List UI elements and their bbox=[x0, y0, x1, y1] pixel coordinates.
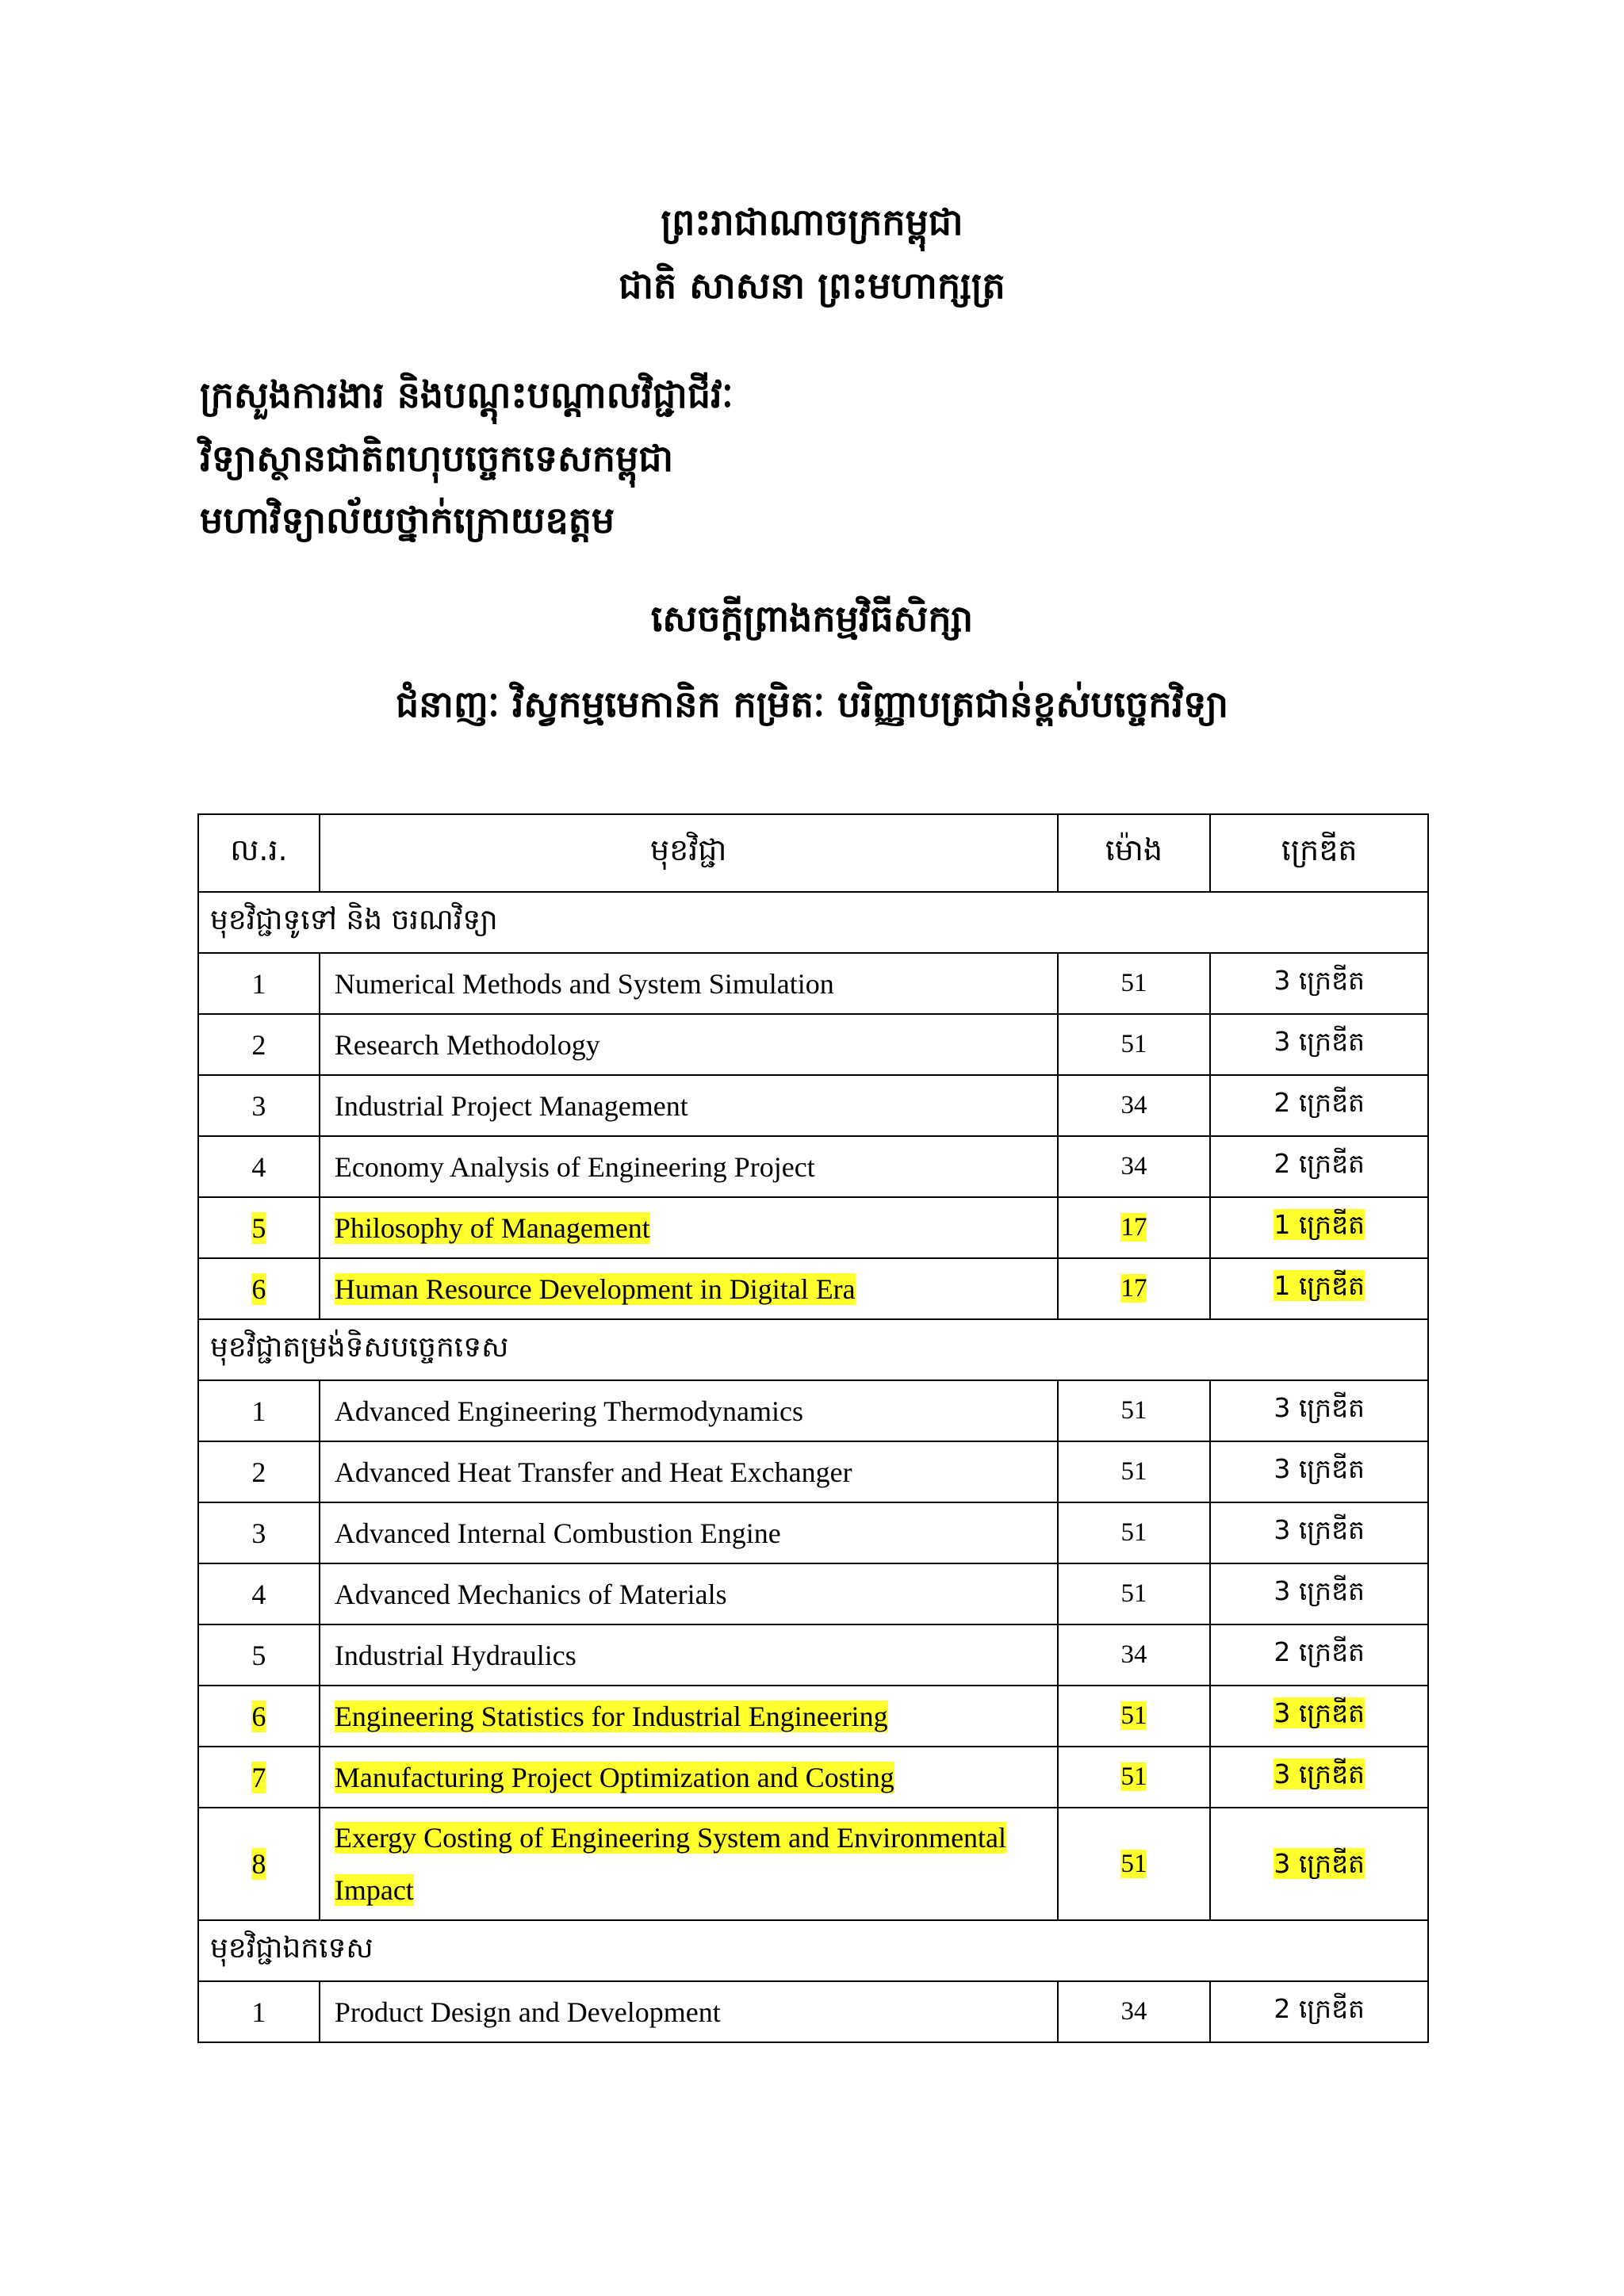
document-title: សេចក្ដីព្រាងកម្មវិធីសិក្សា bbox=[650, 597, 974, 640]
credits-value: 3 ក្រេឌីត bbox=[1274, 1575, 1365, 1606]
credits-value-cell bbox=[1210, 1563, 1428, 1624]
hours-value: 51 bbox=[1120, 1850, 1147, 1878]
credits-value-cell bbox=[1210, 1136, 1428, 1197]
credits-value-cell bbox=[1210, 1197, 1428, 1258]
motto-heading: ជាតិ សាសនា ព្រះមហាក្សត្រ bbox=[619, 264, 1005, 307]
row-number-cell bbox=[198, 1075, 320, 1136]
table-row bbox=[198, 1441, 1428, 1502]
subject-name-cell bbox=[320, 1981, 1058, 2042]
curriculum-table bbox=[197, 813, 1429, 2043]
subject-name: Advanced Heat Transfer and Heat Exchanger bbox=[334, 1456, 852, 1488]
table-row bbox=[198, 1075, 1428, 1136]
column-header-credits: ក្រេឌីត bbox=[1210, 814, 1428, 892]
credits-value-cell bbox=[1210, 1747, 1428, 1808]
table-row bbox=[198, 1624, 1428, 1686]
subject-name: Industrial Hydraulics bbox=[334, 1639, 576, 1671]
row-number-cell bbox=[198, 1380, 320, 1441]
row-number: 4 bbox=[251, 1578, 266, 1610]
hours-value-cell bbox=[1058, 1502, 1211, 1563]
section-row bbox=[198, 1319, 1428, 1380]
hours-value-cell bbox=[1058, 1981, 1211, 2042]
section-row bbox=[198, 1920, 1428, 1981]
subject-name-cell bbox=[320, 1563, 1058, 1624]
hours-value: 34 bbox=[1120, 1091, 1147, 1119]
subject-name: Advanced Engineering Thermodynamics bbox=[334, 1395, 803, 1427]
row-number-cell bbox=[198, 1808, 320, 1920]
table-row bbox=[198, 1808, 1428, 1920]
row-number: 7 bbox=[251, 1761, 266, 1793]
subject-name: Human Resource Development in Digital Era bbox=[334, 1272, 856, 1305]
subject-name: Economy Analysis of Engineering Project bbox=[334, 1150, 815, 1183]
credits-value-cell bbox=[1210, 1075, 1428, 1136]
credits-value: 2 ក្រេឌីត bbox=[1274, 1992, 1365, 2024]
row-number-cell bbox=[198, 953, 320, 1014]
credits-value: 3 ក្រេឌីត bbox=[1274, 1697, 1365, 1728]
subject-name-cell bbox=[320, 953, 1058, 1014]
credits-value-cell bbox=[1210, 1624, 1428, 1686]
row-number: 1 bbox=[251, 967, 266, 1000]
subject-name-cell bbox=[320, 1686, 1058, 1747]
subject-name: Advanced Mechanics of Materials bbox=[334, 1578, 727, 1610]
table-row bbox=[198, 1380, 1428, 1441]
subject-name-cell bbox=[320, 1258, 1058, 1319]
subject-name-cell bbox=[320, 1502, 1058, 1563]
table-row bbox=[198, 1197, 1428, 1258]
credits-value: 3 ក្រេឌីត bbox=[1274, 1391, 1365, 1423]
hours-value-cell bbox=[1058, 1075, 1211, 1136]
hours-value-cell bbox=[1058, 1136, 1211, 1197]
row-number: 6 bbox=[251, 1272, 266, 1305]
hours-value: 51 bbox=[1120, 1579, 1147, 1608]
table-row bbox=[198, 1747, 1428, 1808]
hours-value-cell bbox=[1058, 953, 1211, 1014]
subject-name-cell bbox=[320, 1197, 1058, 1258]
table-row bbox=[198, 953, 1428, 1014]
credits-value-cell bbox=[1210, 1441, 1428, 1502]
hours-value-cell bbox=[1058, 1014, 1211, 1075]
row-number: 1 bbox=[251, 1395, 266, 1427]
credits-value: 2 ក្រេឌីត bbox=[1274, 1086, 1365, 1118]
subject-name: Numerical Methods and System Simulation bbox=[334, 967, 834, 1000]
row-number: 5 bbox=[251, 1211, 266, 1244]
hours-value-cell bbox=[1058, 1197, 1211, 1258]
subject-name-cell bbox=[320, 1441, 1058, 1502]
column-header-subject: មុខវិជ្ជា bbox=[320, 814, 1058, 892]
subject-name: Product Design and Development bbox=[334, 1996, 721, 2028]
hours-value-cell bbox=[1058, 1441, 1211, 1502]
subject-name-cell bbox=[320, 1014, 1058, 1075]
subject-name: Philosophy of Management bbox=[334, 1211, 650, 1244]
credits-value: 1 ក្រេឌីត bbox=[1274, 1269, 1365, 1301]
row-number-cell bbox=[198, 1686, 320, 1747]
credits-value: 3 ក្រេឌីត bbox=[1274, 1848, 1365, 1879]
section-row bbox=[198, 892, 1428, 953]
hours-value: 51 bbox=[1120, 1762, 1147, 1791]
row-number: 3 bbox=[251, 1089, 266, 1122]
credits-value: 2 ក្រេឌីត bbox=[1274, 1636, 1365, 1667]
hours-value: 51 bbox=[1120, 1030, 1147, 1058]
row-number-cell bbox=[198, 1502, 320, 1563]
subject-name: Exergy Costing of Engineering System and Environmental Impact bbox=[334, 1822, 1007, 1906]
credits-value-cell bbox=[1210, 1502, 1428, 1563]
row-number: 3 bbox=[251, 1517, 266, 1549]
ministry-name: ក្រសួងការងារ និងបណ្ដុះបណ្ដាលវិជ្ជាជីវៈ bbox=[200, 373, 733, 416]
row-number-cell bbox=[198, 1441, 320, 1502]
credits-value: 3 ក្រេឌីត bbox=[1274, 964, 1365, 996]
row-number-cell bbox=[198, 1197, 320, 1258]
hours-value: 51 bbox=[1120, 1518, 1147, 1547]
table-row bbox=[198, 1258, 1428, 1319]
hours-value-cell bbox=[1058, 1380, 1211, 1441]
table-row bbox=[198, 1563, 1428, 1624]
hours-value: 51 bbox=[1120, 1701, 1147, 1730]
subject-name-cell bbox=[320, 1747, 1058, 1808]
credits-value: 1 ក្រេឌីត bbox=[1274, 1208, 1365, 1240]
credits-value: 3 ក្រេឌីត bbox=[1274, 1025, 1365, 1057]
subject-name-cell bbox=[320, 1136, 1058, 1197]
subject-name: Advanced Internal Combustion Engine bbox=[334, 1517, 781, 1549]
hours-value-cell bbox=[1058, 1686, 1211, 1747]
credits-value-cell bbox=[1210, 1686, 1428, 1747]
kingdom-heading: ព្រះរាជាណាចក្រកម្ពុជា bbox=[661, 201, 963, 243]
row-number-cell bbox=[198, 1563, 320, 1624]
credits-value-cell bbox=[1210, 1014, 1428, 1075]
section-title: មុខវិជ្ជាតម្រង់ទិសបច្ចេកទេស bbox=[198, 1319, 1428, 1380]
row-number: 4 bbox=[251, 1150, 266, 1183]
column-header-no: ល.រ. bbox=[198, 814, 320, 892]
hours-value: 51 bbox=[1120, 969, 1147, 997]
hours-value: 17 bbox=[1120, 1274, 1147, 1303]
hours-value-cell bbox=[1058, 1258, 1211, 1319]
subject-name-cell bbox=[320, 1624, 1058, 1686]
credits-value: 3 ក្រេឌីត bbox=[1274, 1513, 1365, 1545]
credits-value: 3 ក្រេឌីត bbox=[1274, 1758, 1365, 1789]
table-row bbox=[198, 1686, 1428, 1747]
credits-value-cell bbox=[1210, 1258, 1428, 1319]
row-number-cell bbox=[198, 1747, 320, 1808]
row-number-cell bbox=[198, 1981, 320, 2042]
hours-value: 51 bbox=[1120, 1457, 1147, 1486]
credits-value-cell bbox=[1210, 1981, 1428, 2042]
row-number: 8 bbox=[251, 1848, 266, 1880]
hours-value: 17 bbox=[1120, 1213, 1147, 1242]
row-number-cell bbox=[198, 1014, 320, 1075]
section-title: មុខវិជ្ជាទូទៅ និង ចរណវិទ្យា bbox=[198, 892, 1428, 953]
subject-name: Manufacturing Project Optimization and Costing bbox=[334, 1761, 894, 1793]
subject-name-cell bbox=[320, 1075, 1058, 1136]
row-number-cell bbox=[198, 1258, 320, 1319]
program-line: ជំនាញៈ វិស្វកម្មមេកានិក កម្រិតៈ បរិញ្ញាបត្រជាន់ខ្ពស់បច្ចេកវិទ្យា bbox=[395, 683, 1229, 725]
row-number: 2 bbox=[251, 1028, 266, 1061]
hours-value-cell bbox=[1058, 1624, 1211, 1686]
hours-value: 34 bbox=[1120, 1997, 1147, 2026]
credits-value: 2 ក្រេឌីត bbox=[1274, 1147, 1365, 1179]
subject-name: Industrial Project Management bbox=[334, 1089, 688, 1122]
table-header-row bbox=[198, 814, 1428, 892]
table-row bbox=[198, 1502, 1428, 1563]
row-number-cell bbox=[198, 1624, 320, 1686]
row-number: 6 bbox=[251, 1700, 266, 1732]
section-title: មុខវិជ្ជាឯកទេស bbox=[198, 1920, 1428, 1981]
row-number: 1 bbox=[251, 1996, 266, 2028]
hours-value: 51 bbox=[1120, 1396, 1147, 1425]
hours-value-cell bbox=[1058, 1747, 1211, 1808]
row-number-cell bbox=[198, 1136, 320, 1197]
hours-value: 34 bbox=[1120, 1640, 1147, 1669]
row-number: 5 bbox=[251, 1639, 266, 1671]
credits-value: 3 ក្រេឌីត bbox=[1274, 1452, 1365, 1484]
credits-value-cell bbox=[1210, 1808, 1428, 1920]
subject-name: Research Methodology bbox=[334, 1028, 600, 1061]
hours-value-cell bbox=[1058, 1808, 1211, 1920]
school-name: មហាវិទ្យាល័យថ្នាក់ក្រោយឧត្ដម bbox=[200, 499, 615, 541]
column-header-hours: ម៉ោង bbox=[1058, 814, 1211, 892]
subject-name-cell bbox=[320, 1808, 1058, 1920]
table-row bbox=[198, 1136, 1428, 1197]
hours-value-cell bbox=[1058, 1563, 1211, 1624]
subject-name: Engineering Statistics for Industrial Engineering bbox=[334, 1700, 888, 1732]
hours-value: 34 bbox=[1120, 1152, 1147, 1181]
row-number: 2 bbox=[251, 1456, 266, 1488]
credits-value-cell bbox=[1210, 1380, 1428, 1441]
table-body bbox=[198, 892, 1428, 2042]
table-row bbox=[198, 1014, 1428, 1075]
table-row bbox=[198, 1981, 1428, 2042]
subject-name-cell bbox=[320, 1380, 1058, 1441]
institute-name: វិទ្យាស្ថានជាតិពហុបច្ចេកទេសកម្ពុជា bbox=[200, 437, 674, 480]
credits-value-cell bbox=[1210, 953, 1428, 1014]
